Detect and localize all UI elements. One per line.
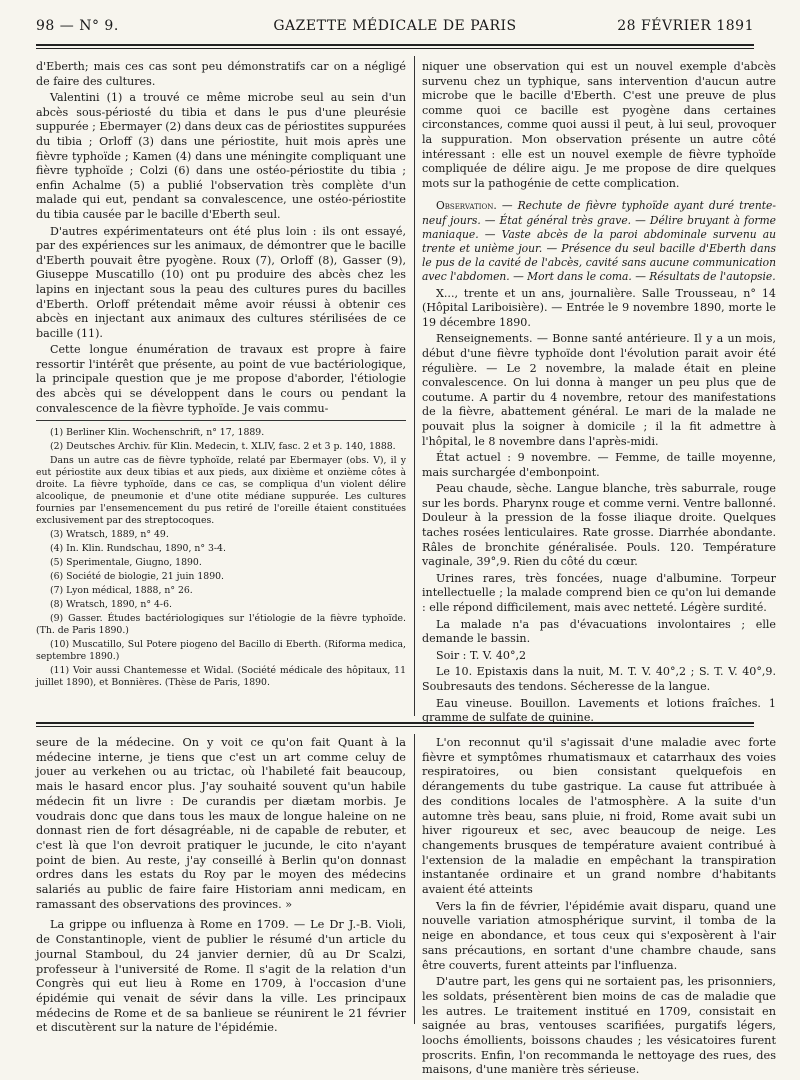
case-paragraph: Urines rares, très foncées, nuage d'albumine. Torpeur intellectuelle ; la malade comprend bien ce qu'on lui demande : elle répond difficilement, mais avec netteté. Légère surdité.	[422, 571, 776, 615]
page-header	[36, 18, 754, 40]
footnote: (8) Wratsch, 1890, n° 4-6.	[50, 599, 172, 611]
footnote: (10) Muscatillo, Sul Potere piogeno del Bacillo di Eberth. (Riforma medica, septembre 1890.)	[36, 639, 406, 663]
footnote-rule	[36, 420, 406, 421]
case-paragraph: Le 10. Epistaxis dans la nuit, M. T. V. 40°,2 ; S. T. V. 40°,9. Soubresauts des tendons. Sécheresse de la langue.	[422, 665, 776, 693]
bottom-right-paragraph: Vers la fin de février, l'épidémie avait disparu, quand une nouvelle variation atmosphérique survint, il tomba de la neige en abondance, et tous ceux qui s'exposèrent à l'air sans précautions, en sortant d'une chambre chaude, sans être couverts, furent atteints par l'influenza.	[422, 899, 776, 972]
header-rule	[36, 44, 754, 46]
column-divider	[414, 56, 415, 716]
left-paragraph: d'Eberth; mais ces cas sont peu démonstratifs car on a négligé de faire des cultures.	[36, 60, 406, 88]
bottom-left-paragraph: seure de la médecine. On y voit ce qu'on fait Quant à la médecine interne, je tiens que c'est un art comme celuy de jouer au verkehen ou au trictac, où l'habileté fait beaucoup, mais le hasard encor plus. J'ay souhaité souvent qu'un habile médecin fit un livre : De curandis per diætam morbis. Je voudrais donc que dans tous les maux de longue haleine on ne donnast rien de fort désagréable, ni de capable de rebuter, et c'est là que l'on devroit pratiquer le jucunde, le cito n'ayant point de bien. Au reste, j'ay conseillé à Berlin qu'on donnast ordres dans les estats du Roy par le moyen des médecins salariés au public de faire faire Historiam anni medicam, en ramassant des observations des provinces. »	[36, 736, 406, 911]
case-paragraph: X..., trente et un ans, journalière. Salle Trousseau, n° 14 (Hôpital Lariboisière). — Entrée le 9 novembre 1890, morte le 19 décembre 1890.	[422, 286, 776, 329]
footnote: (2) Deutsches Archiv. für Klin. Medecin, t. XLIV, fasc. 2 et 3 p. 140, 1888.	[50, 441, 396, 453]
observation-label: Observation.	[436, 199, 497, 213]
right-paragraph: niquer une observation qui est un nouvel exemple d'abcès survenu chez un typhique, sans intervention d'aucun autre microbe que le bacille d'Eberth. C'est une preuve de plus comme quoi ce bacille est pyogène dans certaines circonstances, comme quoi aussi il peut, à lui seul, provoquer la suppuration. Mon observation présente un autre côté intéressant : elle est un nouvel exemple de fièvre typhoïde compliquée de délire aigu. Je me propose de dire quelques mots sur la pathogénie de cette complication.	[422, 60, 776, 190]
case-paragraph: Peau chaude, sèche. Langue blanche, très saburrale, rouge sur les bords. Pharynx rouge et comme verni. Ventre ballonné. Douleur à la pression de la fosse iliaque droite. Quelques taches rosées lenticulaires. Rate grosse. Diarrhée abondante. Râles de bronchite généralisée. Pouls. 120. Température vaginale, 39°,9. Rien du côté du cœur.	[422, 482, 776, 569]
bottom-right-paragraph: D'autre part, les gens qui ne sortaient pas, les prisonniers, les soldats, présentèrent bien moins de cas de maladie que les autres. Le traitement institué en 1709, consistait en saignée au bras, ventouses scarifiées, purgatifs légers, loochs émollients, boissons chaudes ; les vésicatoires furent proscrits. Enfin, l'on recommanda le nettoyage des rues, des maisons, d'une manière très sérieuse.	[422, 975, 776, 1077]
footnote: (11) Voir aussi Chantemesse et Widal. (Société médicale des hôpitaux, 11 juillet 1890), et Bonnières. (Thèse de Paris, 1890.	[36, 665, 406, 689]
observation-summary: Observation. — Rechute de fièvre typhoïde ayant duré trente-neuf jours. — État général très grave. — Délire bruyant à forme maniaque. — Vaste abcès de la paroi abdominale survenu au trente et unième jour. — Présence du seul bacille d'Eberth dans le pus de la cavité de l'abcès, cavité sans aucune communication avec l'abdomen. — Mort dans le coma. — Résultats de l'autopsie.	[422, 199, 776, 284]
footnote: (5) Sperimentale, Giugno, 1890.	[50, 557, 202, 569]
case-paragraph: Renseignements. — Bonne santé antérieure. Il y a un mois, début d'une fièvre typhoïde dont l'évolution parait avoir été régulière. — Le 2 novembre, la malade était en pleine convalescence. On lui donna à manger un peu plus que de coutume. A partir du 4 novembre, retour des manifestations de la fièvre, abattement général. Le mari de la malade ne pouvait plus la soigner à domicile ; il la fit admettre à l'hôpital, le 8 novembre dans l'après-midi.	[422, 332, 776, 448]
bottom-right-paragraph: L'on reconnut qu'il s'agissait d'une maladie avec forte fièvre et symptômes rhumatismaux et catarrhaux des voies respiratoires, ou bien consistant quelquefois en dérangements du tube gastrique. La cause fut attribuée à des conditions locales de l'atmosphère. A la suite d'un automne très beau, sans pluie, ni froid, Rome avait subi un hiver rigoureux et sec, avec beaucoup de neige. Les changements brusques de température avaient contribué à l'extension de la maladie en empêchant la transpiration instantanée ordinaire et un grand nombre d'habitants avaient été atteints	[422, 736, 776, 897]
footnote: Dans un autre cas de fièvre typhoïde, relaté par Ebermayer (obs. V), il y eut périostite aux deux tibias et aux pieds, aux dixième et onzième côtes à droite. La fièvre typhoïde, dans ce cas, se compliqua d'un violent délire alcoolique, de pneumonie et d'une otite médiane suppurée. Les cultures fournies par l'ensemencement du pus retiré de l'oreille étaient constituées exclusivement par des streptocoques.	[36, 455, 406, 527]
case-paragraph: Soir : T. V. 40°,2	[436, 648, 527, 662]
case-paragraph: État actuel : 9 novembre. — Femme, de taille moyenne, mais surchargée d'embonpoint.	[422, 451, 776, 479]
section-rule-thin	[36, 726, 754, 727]
left-paragraph: Cette longue énumération de travaux est propre à faire ressortir l'intérêt que présente, au point de vue bactériologique, la principale question que je me propose d'aborder, l'étiologie des abcès qui se développent dans le cours ou pendant la convalescence de la fièvre typhoïde. Je vais commu-	[36, 343, 406, 415]
case-paragraph: La malade n'a pas d'évacuations involontaires ; elle demande le bassin.	[422, 617, 776, 646]
right-column	[422, 60, 776, 728]
left-column	[36, 60, 406, 691]
footnote: (4) In. Klin. Rundschau, 1890, n° 3-4.	[50, 543, 226, 555]
section-rule	[36, 722, 754, 724]
footnote: (9) Gasser. Études bactériologiques sur l'étiologie de la fièvre typhoïde. (Th. de Paris 1890.)	[36, 613, 406, 637]
header-rule-thin	[36, 48, 754, 49]
left-paragraph: Valentini (1) a trouvé ce même microbe seul au sein d'un abcès sous-périosté du tibia et dans le pus d'une pleurésie suppurée ; Ebermayer (2) dans deux cas de périostites suppurées du tibia ; Orloff (3) dans une périostite, huit mois après une fièvre typhoïde ; Kamen (4) dans une méningite compliquant une fièvre typhoïde ; Colzi (6) dans une ostéo-périostite du tibia ; enfin Achalme (5) a publié l'observation très complète d'un malade qui eut, pendant sa convalescence, une ostéo-périostite du tibia causée par le bacille d'Eberth seul.	[36, 91, 406, 221]
bottom-left-paragraph: La grippe ou influenza à Rome en 1709. — Le Dr J.-B. Violi, de Constantinople, vient de publier le résumé d'un article du journal Stamboul, du 24 janvier dernier, dû au Dr Scalzi, professeur à l'université de Rome. Il s'agit de la relation d'un Congrès qui eut lieu à Rome en 1709, à l'occasion d'une épidémie qui venait de sévir dans la ville. Les principaux médecins de Rome et de sa banlieue se réunirent le 21 février et discutèrent sur la nature de l'épidémie.	[36, 918, 406, 1035]
page-number: 98 — N° 9.	[36, 18, 119, 34]
journal-title: GAZETTE MÉDICALE DE PARIS	[273, 18, 517, 34]
case-paragraph: Eau vineuse. Bouillon. Lavements et lotions fraîches. 1 gramme de sulfate de quinine.	[422, 696, 776, 725]
bottom-right-column	[422, 736, 776, 1080]
issue-date: 28 FÉVRIER 1891	[617, 18, 754, 34]
column-divider-bottom	[414, 734, 415, 1024]
left-paragraph: D'autres expérimentateurs ont été plus loin : ils ont essayé, par des expériences sur les animaux, de démontrer que le bacille d'Eberth pouvait être pyogène. Roux (7), Orloff (8), Gasser (9), Giuseppe Muscatillo (10) ont pu produire des abcès chez les lapins en injectant sous la peau des cultures pures du bacilles d'Eberth. Orloff prétendait même avoir réussi à obtenir ces abcès en injectant aux animaux des cultures stérilisées de ce bacille (11).	[36, 224, 406, 340]
footnote: (1) Berliner Klin. Wochenschrift, n° 17, 1889.	[50, 427, 265, 439]
footnote: (3) Wratsch, 1889, n° 49.	[50, 529, 169, 541]
footnotes	[36, 427, 406, 689]
footnote: (7) Lyon médical, 1888, n° 26.	[50, 585, 193, 597]
bottom-left-column	[36, 736, 406, 1038]
footnote: (6) Société de biologie, 21 juin 1890.	[50, 571, 224, 583]
